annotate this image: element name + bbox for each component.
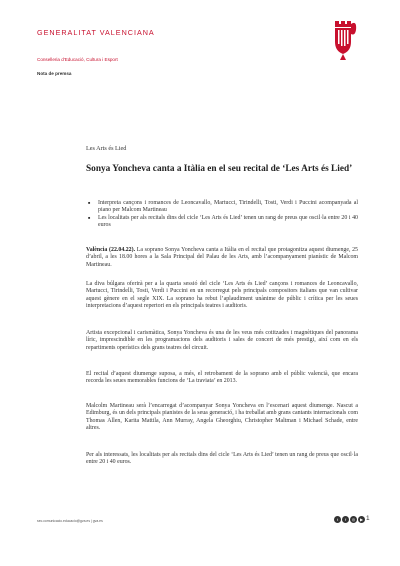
paragraph: Artista excepcional i carismàtica, Sonya Yoncheva és una de les veus més cotitzades i magnètiques del panorama líric, imprescindible en les programacions dels auditoris i sales de concert de més prestigi, així com en els repartiments operístics dels grans teatres del circuit. — [86, 330, 358, 351]
summary-bullet: ■ Les localitats per als recitals dins del cicle ‘Les Arts és Lied’ tenen un rang de preus que oscil·la entre 20 i 40 euros — [86, 215, 358, 230]
paragraph: El recital d’aquest diumenge suposa, a més, el retrobament de la soprano amb el públic valencià, que encara recorda les seues memorables funcions de ‘La traviata’ en 2013. — [86, 371, 358, 385]
generalitat-logo-icon — [330, 18, 358, 64]
page-number: 1 — [366, 515, 370, 522]
article-headline: Sonya Yoncheva canta a Itàlia en el seu recital de ‘Les Arts és Lied’ — [86, 164, 353, 174]
paragraph-lead — [86, 247, 358, 269]
instagram-icon[interactable]: ◎ — [351, 517, 356, 522]
youtube-icon[interactable]: ▶ — [359, 517, 364, 522]
summary-bullets — [86, 200, 358, 230]
paragraph-lead-text: La soprano Sonya Yoncheva canta a Itàlia en el recital que protagonitza aquest diumenge, 25 d’abril, a les 18.00 hores a la Sala Principal del Palau de les Arts, amb l’acompanyament pianístic de Malcom Martineau. — [86, 247, 358, 268]
footer-email: sec.comunicacio.educacio@gva.es | gva.es — [37, 519, 103, 523]
summary-bullet: ■ Interpreta cançons i romances de Leoncavallo, Martucci, Tirindelli, Tosti, Verdi i Puccini acompanyada al piano per Malcom Martineau — [86, 200, 358, 215]
facebook-icon[interactable]: f — [342, 516, 349, 523]
press-note-label: Nota de premsa — [37, 71, 72, 76]
paragraph: Malcolm Martineau serà l’encarregat d’acompanyar Sonya Yoncheva en l’escenari aquest diumenge. Nascut a Edimburg, és un dels principals pianistes de la seua generació, i ha treballat amb grans cantants internacionals com Thomas Allen, Karita Mattila, Ann Murray, Angela Gheorghiu, Christopher Maltman i Michael Schade, entre altres. — [86, 403, 358, 431]
header-org-title: GENERALITAT VALENCIANA — [37, 28, 155, 37]
dateline: València (22.04.22). — [86, 247, 136, 253]
article-kicker: Les Arts és Lied — [86, 145, 127, 152]
social-links — [334, 516, 365, 523]
twitter-icon[interactable]: t — [334, 516, 341, 523]
header-department: Conselleria d'Educació, Cultura i Esport — [37, 57, 118, 62]
paragraph: La diva búlgara oferirà per a la quarta sessió del cicle ‘Les Arts és Lied’ cançons i romances de Leoncavallo, Martucci, Tirindelli, Tosti, Verdi i Puccini en un recorregut pels principals compositors italians que van cultivar aquest gènere en el segle XIX. La soprano ha rebut l’aplaudiment unànime de públic i crítica per les seues interpretacions d’aquest repertori en els principals teatres i auditoris. — [86, 281, 358, 309]
paragraph: Per als interessats, les localitats per als recitals dins del cicle ‘Les Arts és Lied’ tenen un rang de preus que oscil·la entre 20 i 40 euros. — [86, 452, 358, 466]
